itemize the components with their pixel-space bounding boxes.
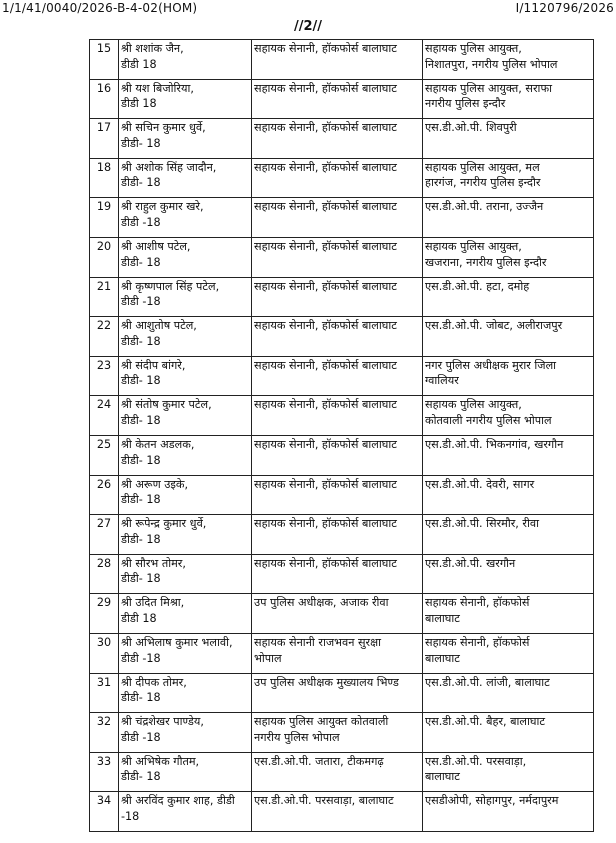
officer-name-cell bbox=[119, 713, 252, 753]
current-posting-cell bbox=[252, 396, 423, 436]
current-posting-text: नगरीय पुलिस भोपाल bbox=[254, 730, 340, 744]
officer-name-cell bbox=[119, 237, 252, 277]
new-posting-text: एस.डी.ओ.पी. बैहर, बालाघाट bbox=[425, 715, 546, 729]
current-posting-text: एस.डी.ओ.पी. जतारा, टीकमगढ़ bbox=[254, 754, 384, 768]
officer-name-text: श्री शशांक जैन, bbox=[121, 42, 184, 55]
officer-name-text: डीडी- 18 bbox=[121, 532, 161, 546]
officer-name-text: श्री अभिलाष कुमार भलावी, bbox=[121, 635, 233, 649]
officer-name-cell bbox=[119, 119, 252, 159]
officer-name-cell bbox=[119, 752, 252, 792]
current-posting-text: सहायक सेनानी, हॉकफोर्स बालाघाट bbox=[254, 279, 397, 293]
current-posting-cell bbox=[252, 752, 423, 792]
officer-name-text: श्री आशुतोष पटेल, bbox=[121, 319, 197, 333]
officer-name-cell bbox=[119, 792, 252, 832]
officer-name-text: डीडी- 18 bbox=[121, 453, 161, 467]
serial-number-cell bbox=[90, 594, 119, 634]
current-posting-cell bbox=[252, 594, 423, 634]
officer-name-text: श्री चंद्रशेखर पाण्डेय, bbox=[121, 715, 204, 729]
officer-name-cell bbox=[119, 277, 252, 317]
officer-name-text: श्री संतोष कुमार पटेल, bbox=[121, 398, 212, 412]
current-posting-text: सहायक सेनानी, हॉकफोर्स बालाघाट bbox=[254, 319, 397, 333]
table-row bbox=[90, 752, 594, 792]
new-posting-cell bbox=[423, 475, 594, 515]
current-posting-text: सहायक सेनानी, हॉकफोर्स बालाघाट bbox=[254, 398, 397, 412]
current-posting-cell bbox=[252, 158, 423, 198]
new-posting-text: निशातपुरा, नगरीय पुलिस भोपाल bbox=[425, 57, 558, 71]
new-posting-text: नगरीय पुलिस इन्दौर bbox=[425, 97, 506, 111]
serial-number-text: 16 bbox=[96, 81, 112, 95]
officer-name-text: श्री अरविंद कुमार शाह, डीडी bbox=[121, 794, 235, 808]
new-posting-cell bbox=[423, 752, 594, 792]
new-posting-text: एस.डी.ओ.पी. शिवपुरी bbox=[425, 121, 517, 135]
current-posting-cell bbox=[252, 40, 423, 80]
page-number: //2// bbox=[293, 19, 323, 34]
serial-number-text: 19 bbox=[96, 200, 112, 214]
table-row bbox=[90, 792, 594, 832]
table-row bbox=[90, 277, 594, 317]
new-posting-text: एस.डी.ओ.पी. तराना, उज्जैन bbox=[425, 200, 544, 214]
table-row bbox=[90, 79, 594, 119]
officer-name-text: डीडी 18 bbox=[121, 611, 157, 625]
current-posting-cell bbox=[252, 277, 423, 317]
current-posting-cell bbox=[252, 673, 423, 713]
officer-name-text: डीडी 18 bbox=[121, 97, 157, 111]
new-posting-cell bbox=[423, 158, 594, 198]
current-posting-text: सहायक सेनानी, हॉकफोर्स बालाघाट bbox=[254, 42, 397, 55]
table-row bbox=[90, 713, 594, 753]
serial-number-cell bbox=[90, 752, 119, 792]
serial-number-text: 20 bbox=[96, 239, 112, 253]
new-posting-text: एस.डी.ओ.पी. हटा, दमोह bbox=[425, 279, 530, 293]
current-posting-cell bbox=[252, 79, 423, 119]
serial-number-cell bbox=[90, 277, 119, 317]
officer-name-text: डीडी- 18 bbox=[121, 334, 161, 348]
officer-name-cell bbox=[119, 673, 252, 713]
officer-name-cell bbox=[119, 475, 252, 515]
new-posting-cell bbox=[423, 277, 594, 317]
table-row bbox=[90, 594, 594, 634]
current-posting-cell bbox=[252, 633, 423, 673]
officer-name-text: डीडी- 18 bbox=[121, 572, 161, 586]
serial-number-text: 26 bbox=[96, 477, 112, 491]
current-posting-text: सहायक सेनानी, हॉकफोर्स बालाघाट bbox=[254, 121, 397, 135]
serial-number-cell bbox=[90, 554, 119, 594]
officer-name-text: श्री सचिन कुमार धुर्वे, bbox=[121, 121, 206, 135]
officer-name-cell bbox=[119, 554, 252, 594]
serial-number-cell bbox=[90, 356, 119, 396]
officer-name-text: श्री आशीष पटेल, bbox=[121, 239, 191, 253]
current-posting-cell bbox=[252, 475, 423, 515]
serial-number-text: 34 bbox=[96, 794, 112, 808]
new-posting-cell bbox=[423, 633, 594, 673]
officer-name-text: डीडी- 18 bbox=[121, 770, 161, 784]
current-posting-text: उप पुलिस अधीक्षक मुख्यालय भिण्ड bbox=[254, 675, 399, 689]
serial-number-cell bbox=[90, 198, 119, 238]
table-row bbox=[90, 40, 594, 80]
officer-name-text: डीडी -18 bbox=[121, 295, 161, 309]
current-posting-cell bbox=[252, 515, 423, 555]
current-posting-text: उप पुलिस अधीक्षक, अजाक रीवा bbox=[254, 596, 389, 610]
new-posting-cell bbox=[423, 79, 594, 119]
new-posting-cell bbox=[423, 435, 594, 475]
serial-number-cell bbox=[90, 396, 119, 436]
new-posting-cell bbox=[423, 396, 594, 436]
officer-name-text: श्री अशोक सिंह जादौन, bbox=[121, 160, 217, 174]
current-posting-cell bbox=[252, 237, 423, 277]
officer-name-cell bbox=[119, 158, 252, 198]
current-posting-text: सहायक सेनानी, हॉकफोर्स बालाघाट bbox=[254, 200, 397, 214]
serial-number-cell bbox=[90, 119, 119, 159]
serial-number-text: 27 bbox=[96, 517, 112, 531]
officer-name-text: श्री उदित मिश्रा, bbox=[121, 596, 185, 610]
new-posting-cell bbox=[423, 515, 594, 555]
current-posting-text: सहायक सेनानी, हॉकफोर्स बालाघाट bbox=[254, 239, 397, 253]
table-row bbox=[90, 673, 594, 713]
serial-number-text: 15 bbox=[96, 42, 112, 55]
table-row bbox=[90, 158, 594, 198]
serial-number-cell bbox=[90, 79, 119, 119]
new-posting-text: ग्वालियर bbox=[425, 374, 459, 388]
officer-name-text: श्री अभिषेक गौतम, bbox=[121, 754, 200, 768]
new-posting-cell bbox=[423, 673, 594, 713]
current-posting-text: एस.डी.ओ.पी. परसवाड़ा, बालाघाट bbox=[254, 794, 394, 808]
new-posting-text: एस.डी.ओ.पी. देवरी, सागर bbox=[425, 477, 535, 491]
new-posting-text: एस.डी.ओ.पी. खरगौन bbox=[425, 556, 516, 570]
current-posting-cell bbox=[252, 198, 423, 238]
new-posting-cell bbox=[423, 713, 594, 753]
officer-name-cell bbox=[119, 396, 252, 436]
new-posting-text: एस.डी.ओ.पी. लांजी, बालाघाट bbox=[425, 675, 550, 689]
serial-number-text: 28 bbox=[96, 556, 112, 570]
officer-name-text: श्री रूपेन्द्र कुमार धुर्वे, bbox=[121, 517, 207, 531]
new-posting-text: नगर पुलिस अधीक्षक मुरार जिला bbox=[425, 358, 557, 372]
current-posting-text: सहायक सेनानी, हॉकफोर्स बालाघाट bbox=[254, 160, 397, 174]
table-row bbox=[90, 633, 594, 673]
new-posting-text: बालाघाट bbox=[425, 611, 460, 625]
serial-number-text: 32 bbox=[96, 715, 112, 729]
current-posting-cell bbox=[252, 356, 423, 396]
new-posting-text: बालाघाट bbox=[425, 651, 460, 665]
new-posting-cell bbox=[423, 317, 594, 357]
new-posting-text: सहायक सेनानी, हॉकफोर्स bbox=[425, 596, 530, 610]
serial-number-cell bbox=[90, 713, 119, 753]
new-posting-text: सहायक सेनानी, हॉकफोर्स bbox=[425, 635, 530, 649]
new-posting-text: एसडीओपी, सोहागपुर, नर्मदापुरम bbox=[425, 794, 559, 808]
officer-name-text: डीडी- 18 bbox=[121, 255, 161, 269]
serial-number-cell bbox=[90, 158, 119, 198]
table-row bbox=[90, 237, 594, 277]
officer-name-text: श्री संदीप बांगरे, bbox=[121, 358, 186, 372]
new-posting-text: कोतवाली नगरीय पुलिस भोपाल bbox=[425, 413, 552, 427]
serial-number-cell bbox=[90, 40, 119, 80]
officer-name-cell bbox=[119, 40, 252, 80]
current-posting-text: सहायक सेनानी, हॉकफोर्स बालाघाट bbox=[254, 477, 397, 491]
officer-name-text: डीडी- 18 bbox=[121, 136, 161, 150]
current-posting-text: सहायक पुलिस आयुक्त कोतवाली bbox=[254, 715, 389, 729]
officer-name-text: डीडी- 18 bbox=[121, 374, 161, 388]
serial-number-cell bbox=[90, 633, 119, 673]
transfer-table bbox=[89, 39, 594, 832]
officer-name-cell bbox=[119, 435, 252, 475]
current-posting-text: सहायक सेनानी, हॉकफोर्स बालाघाट bbox=[254, 437, 397, 451]
table-row bbox=[90, 554, 594, 594]
table-row bbox=[90, 396, 594, 436]
new-posting-text: एस.डी.ओ.पी. सिरमौर, रीवा bbox=[425, 517, 540, 531]
serial-number-cell bbox=[90, 515, 119, 555]
document-reference-left: 1/1/41/0040/2026-B-4-02(HOM) bbox=[2, 1, 198, 15]
new-posting-text: एस.डी.ओ.पी. जोबट, अलीराजपुर bbox=[425, 319, 563, 333]
current-posting-cell bbox=[252, 792, 423, 832]
officer-name-text: श्री राहुल कुमार खरे, bbox=[121, 200, 204, 214]
new-posting-cell bbox=[423, 594, 594, 634]
new-posting-cell bbox=[423, 237, 594, 277]
officer-name-text: श्री कृष्णपाल सिंह पटेल, bbox=[121, 279, 220, 293]
transfer-table-body bbox=[90, 40, 594, 832]
officer-name-text: डीडी -18 bbox=[121, 651, 161, 665]
current-posting-text: सहायक सेनानी, हॉकफोर्स बालाघाट bbox=[254, 517, 397, 531]
officer-name-cell bbox=[119, 356, 252, 396]
officer-name-text: श्री दीपक तोमर, bbox=[121, 675, 187, 689]
officer-name-text: श्री अरूण उइके, bbox=[121, 477, 189, 491]
current-posting-cell bbox=[252, 554, 423, 594]
new-posting-text: सहायक पुलिस आयुक्त, bbox=[425, 42, 522, 55]
officer-name-text: श्री यश बिजोरिया, bbox=[121, 81, 194, 95]
table-row bbox=[90, 198, 594, 238]
officer-name-text: -18 bbox=[121, 809, 140, 823]
serial-number-cell bbox=[90, 792, 119, 832]
serial-number-text: 22 bbox=[96, 319, 112, 333]
officer-name-cell bbox=[119, 594, 252, 634]
serial-number-text: 25 bbox=[96, 437, 112, 451]
table-row bbox=[90, 317, 594, 357]
table-row bbox=[90, 119, 594, 159]
serial-number-text: 29 bbox=[96, 596, 112, 610]
current-posting-cell bbox=[252, 317, 423, 357]
serial-number-text: 18 bbox=[96, 160, 112, 174]
current-posting-cell bbox=[252, 119, 423, 159]
new-posting-text: एस.डी.ओ.पी. परसवाड़ा, bbox=[425, 754, 527, 768]
current-posting-cell bbox=[252, 435, 423, 475]
officer-name-text: डीडी- 18 bbox=[121, 413, 161, 427]
serial-number-cell bbox=[90, 317, 119, 357]
new-posting-text: सहायक पुलिस आयुक्त, bbox=[425, 239, 522, 253]
serial-number-text: 23 bbox=[96, 358, 112, 372]
serial-number-cell bbox=[90, 475, 119, 515]
current-posting-text: सहायक सेनानी, हॉकफोर्स बालाघाट bbox=[254, 81, 397, 95]
table-row bbox=[90, 356, 594, 396]
officer-name-text: डीडी- 18 bbox=[121, 691, 161, 705]
table-row bbox=[90, 515, 594, 555]
officer-name-cell bbox=[119, 198, 252, 238]
officer-name-cell bbox=[119, 633, 252, 673]
new-posting-text: सहायक पुलिस आयुक्त, सराफा bbox=[425, 81, 552, 95]
new-posting-cell bbox=[423, 198, 594, 238]
serial-number-text: 17 bbox=[96, 121, 112, 135]
new-posting-text: खजराना, नगरीय पुलिस इन्दौर bbox=[425, 255, 547, 269]
officer-name-cell bbox=[119, 317, 252, 357]
new-posting-cell bbox=[423, 554, 594, 594]
officer-name-cell bbox=[119, 515, 252, 555]
new-posting-cell bbox=[423, 356, 594, 396]
current-posting-text: सहायक सेनानी, हॉकफोर्स बालाघाट bbox=[254, 358, 397, 372]
new-posting-cell bbox=[423, 119, 594, 159]
serial-number-text: 31 bbox=[96, 675, 112, 689]
serial-number-cell bbox=[90, 435, 119, 475]
officer-name-text: डीडी- 18 bbox=[121, 493, 161, 507]
current-posting-text: सहायक सेनानी, हॉकफोर्स बालाघाट bbox=[254, 556, 397, 570]
current-posting-text: सहायक सेनानी राजभवन सुरक्षा bbox=[254, 635, 382, 649]
officer-name-cell bbox=[119, 79, 252, 119]
table-row bbox=[90, 435, 594, 475]
table-row bbox=[90, 475, 594, 515]
serial-number-cell bbox=[90, 237, 119, 277]
new-posting-cell bbox=[423, 792, 594, 832]
new-posting-text: सहायक पुलिस आयुक्त, bbox=[425, 398, 522, 412]
officer-name-text: डीडी -18 bbox=[121, 730, 161, 744]
serial-number-text: 33 bbox=[96, 754, 112, 768]
new-posting-text: बालाघाट bbox=[425, 770, 460, 784]
new-posting-cell bbox=[423, 40, 594, 80]
serial-number-text: 30 bbox=[96, 635, 112, 649]
officer-name-text: डीडी 18 bbox=[121, 57, 157, 71]
current-posting-cell bbox=[252, 713, 423, 753]
officer-name-text: डीडी- 18 bbox=[121, 176, 161, 190]
serial-number-cell bbox=[90, 673, 119, 713]
serial-number-text: 24 bbox=[96, 398, 112, 412]
new-posting-text: हारगंज, नगरीय पुलिस इन्दौर bbox=[425, 176, 541, 190]
officer-name-text: श्री सौरभ तोमर, bbox=[121, 556, 186, 570]
new-posting-text: एस.डी.ओ.पी. भिकनगांव, खरगौन bbox=[425, 437, 564, 451]
serial-number-text: 21 bbox=[96, 279, 112, 293]
current-posting-text: भोपाल bbox=[254, 651, 282, 665]
new-posting-text: सहायक पुलिस आयुक्त, मल bbox=[425, 160, 540, 174]
officer-name-text: श्री केतन अडलक, bbox=[121, 437, 195, 451]
officer-name-text: डीडी -18 bbox=[121, 215, 161, 229]
document-reference-right: I/1120796/2026 bbox=[515, 1, 614, 15]
